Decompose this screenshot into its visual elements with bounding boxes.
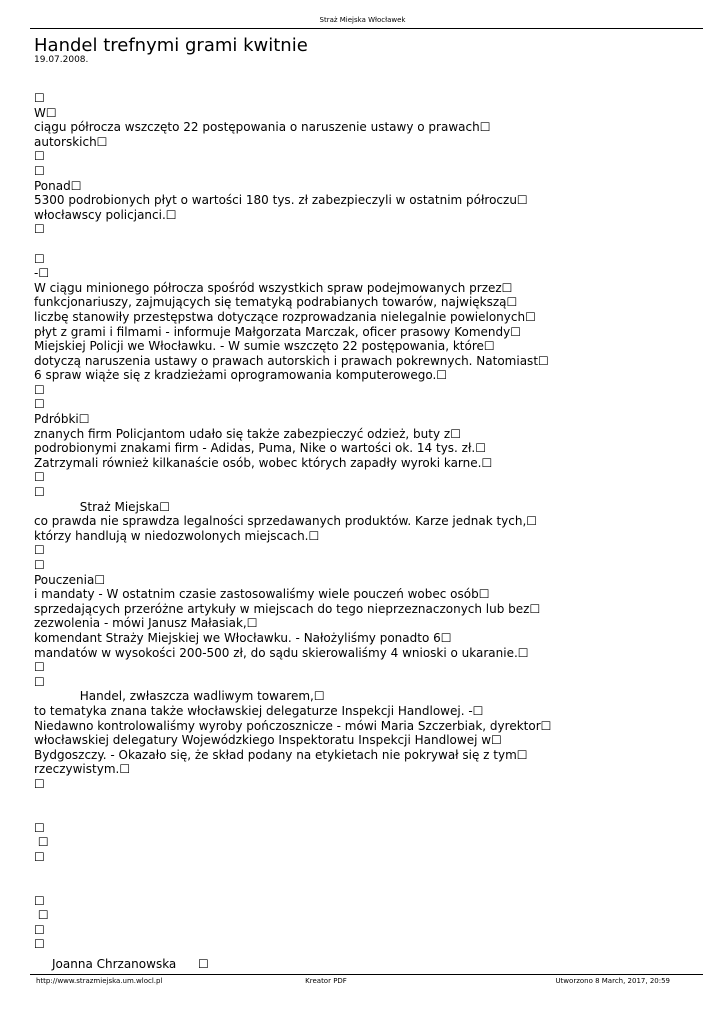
body-line: ☐ bbox=[34, 660, 45, 675]
body-line: ☐ bbox=[34, 470, 45, 485]
body-line: włocławskiej delegatury Wojewódzkiego Inspektoratu Inspekcji Handlowej w☐ bbox=[34, 733, 502, 748]
signature-box-glyph: ☐ bbox=[198, 957, 209, 971]
body-line: Handel, zwłaszcza wadliwym towarem,☐ bbox=[34, 689, 325, 704]
body-line: komendant Straży Miejskiej we Włocławku. - Nałożyliśmy ponadto 6☐ bbox=[34, 630, 452, 645]
body-line: ☐ bbox=[34, 222, 45, 237]
article-date: 19.07.2008. bbox=[34, 55, 89, 65]
body-line: liczbę stanowiły przestępstwa dotyczące rozprowadzania nielegalnie powielonych☐ bbox=[34, 309, 536, 324]
body-line: ☐ bbox=[34, 937, 45, 952]
body-line: 6 spraw wiąże się z kradzieżami oprogramowania komputerowego.☐ bbox=[34, 368, 448, 383]
body-line: ☐ bbox=[34, 820, 45, 835]
body-line: ☐ bbox=[34, 893, 45, 908]
body-line: ☐ bbox=[34, 908, 49, 923]
body-line bbox=[34, 806, 704, 821]
body-line: co prawda nie sprawdza legalności sprzedawanych produktów. Karze jednak tych,☐ bbox=[34, 514, 538, 529]
body-line: ☐ bbox=[34, 835, 49, 850]
body-line: Bydgoszczy. - Okazało się, że skład podany na etykietach nie pokrywał się z tym☐ bbox=[34, 747, 528, 762]
body-line: sprzedających przeróżne artykuły w miejscach do tego nieprzeznaczonych lub bez☐ bbox=[34, 601, 541, 616]
body-line: to tematyka znana także włocławskiej delegaturze Inspekcji Handlowej. -☐ bbox=[34, 703, 484, 718]
footer-url[interactable]: http://www.strazmiejska.um.wlocl.pl bbox=[36, 977, 163, 985]
body-line bbox=[34, 879, 704, 894]
footer-rule bbox=[30, 974, 703, 975]
body-line bbox=[34, 237, 704, 252]
body-line: Pouczenia☐ bbox=[34, 572, 106, 587]
body-line: Zatrzymali również kilkanaście osób, wobec których zapadły wyroki karne.☐ bbox=[34, 455, 493, 470]
body-line: Ponad☐ bbox=[34, 178, 82, 193]
body-line: Straż Miejska☐ bbox=[34, 499, 171, 514]
body-line: W☐ bbox=[34, 105, 57, 120]
body-line: autorskich☐ bbox=[34, 134, 108, 149]
article-body bbox=[34, 91, 704, 952]
body-line bbox=[34, 864, 704, 879]
body-line: płyt z grami i filmami - informuje Małgorzata Marczak, oficer prasowy Komendy☐ bbox=[34, 324, 521, 339]
body-line: ☐ bbox=[34, 382, 45, 397]
body-line: znanych firm Policjantom udało się także zabezpieczyć odzież, buty z☐ bbox=[34, 426, 461, 441]
body-line: ☐ bbox=[34, 543, 45, 558]
body-line: ☐ bbox=[34, 485, 45, 500]
body-line bbox=[34, 792, 704, 807]
body-line: Niedawno kontrolowaliśmy wyroby pończosznicze - mówi Maria Szczerbiak, dyrektor☐ bbox=[34, 718, 552, 733]
body-line: którzy handlują w niedozwolonych miejscach.☐ bbox=[34, 528, 320, 543]
body-line: i mandaty - W ostatnim czasie zastosowaliśmy wiele pouczeń wobec osób☐ bbox=[34, 587, 490, 602]
body-line: Pdróbki☐ bbox=[34, 412, 90, 427]
body-line: ☐ bbox=[34, 922, 45, 937]
body-line: ☐ bbox=[34, 149, 45, 164]
body-line: ☐ bbox=[34, 776, 45, 791]
body-line: 5300 podrobionych płyt o wartości 180 tys. zł zabezpieczyli w ostatnim półroczu☐ bbox=[34, 193, 528, 208]
body-line: funkcjonariuszy, zajmujących się tematyką podrabianych towarów, największą☐ bbox=[34, 295, 518, 310]
body-line: włocławscy policjanci.☐ bbox=[34, 207, 177, 222]
footer-created: Utworzono 8 March, 2017, 20:59 bbox=[555, 977, 670, 985]
body-line: rzeczywistym.☐ bbox=[34, 762, 131, 777]
author-name: Joanna Chrzanowska bbox=[52, 957, 177, 971]
page-header-site-name: Straż Miejska Włocławek bbox=[319, 16, 406, 24]
body-line: W ciągu minionego półrocza spośród wszystkich spraw podejmowanych przez☐ bbox=[34, 280, 513, 295]
body-line: ☐ bbox=[34, 163, 45, 178]
body-line: ciągu półrocza wszczęto 22 postępowania o naruszenie ustawy o prawach☐ bbox=[34, 120, 491, 135]
body-line: mandatów w wysokości 200-500 zł, do sądu skierowaliśmy 4 wnioski o ukaranie.☐ bbox=[34, 645, 529, 660]
article-title: Handel trefnymi grami kwitnie bbox=[34, 35, 308, 56]
body-line: podrobionymi znakami firm - Adidas, Puma, Nike o wartości ok. 14 tys. zł.☐ bbox=[34, 441, 486, 456]
body-line: dotyczą naruszenia ustawy o prawach autorskich i prawach pokrewnych. Natomiast☐ bbox=[34, 353, 549, 368]
footer-generator: Kreator PDF bbox=[305, 977, 347, 985]
body-line: -☐ bbox=[34, 266, 50, 281]
header-rule bbox=[30, 28, 703, 29]
body-line: Miejskiej Policji we Włocławku. - W sumie wszczęto 22 postępowania, które☐ bbox=[34, 339, 495, 354]
body-line: ☐ bbox=[34, 674, 45, 689]
body-line: ☐ bbox=[34, 849, 45, 864]
body-line: ☐ bbox=[34, 251, 45, 266]
body-line: ☐ bbox=[34, 397, 45, 412]
body-line: zezwolenia - mówi Janusz Małasiak,☐ bbox=[34, 616, 258, 631]
body-line: ☐ bbox=[34, 91, 45, 105]
body-line: ☐ bbox=[34, 558, 45, 572]
